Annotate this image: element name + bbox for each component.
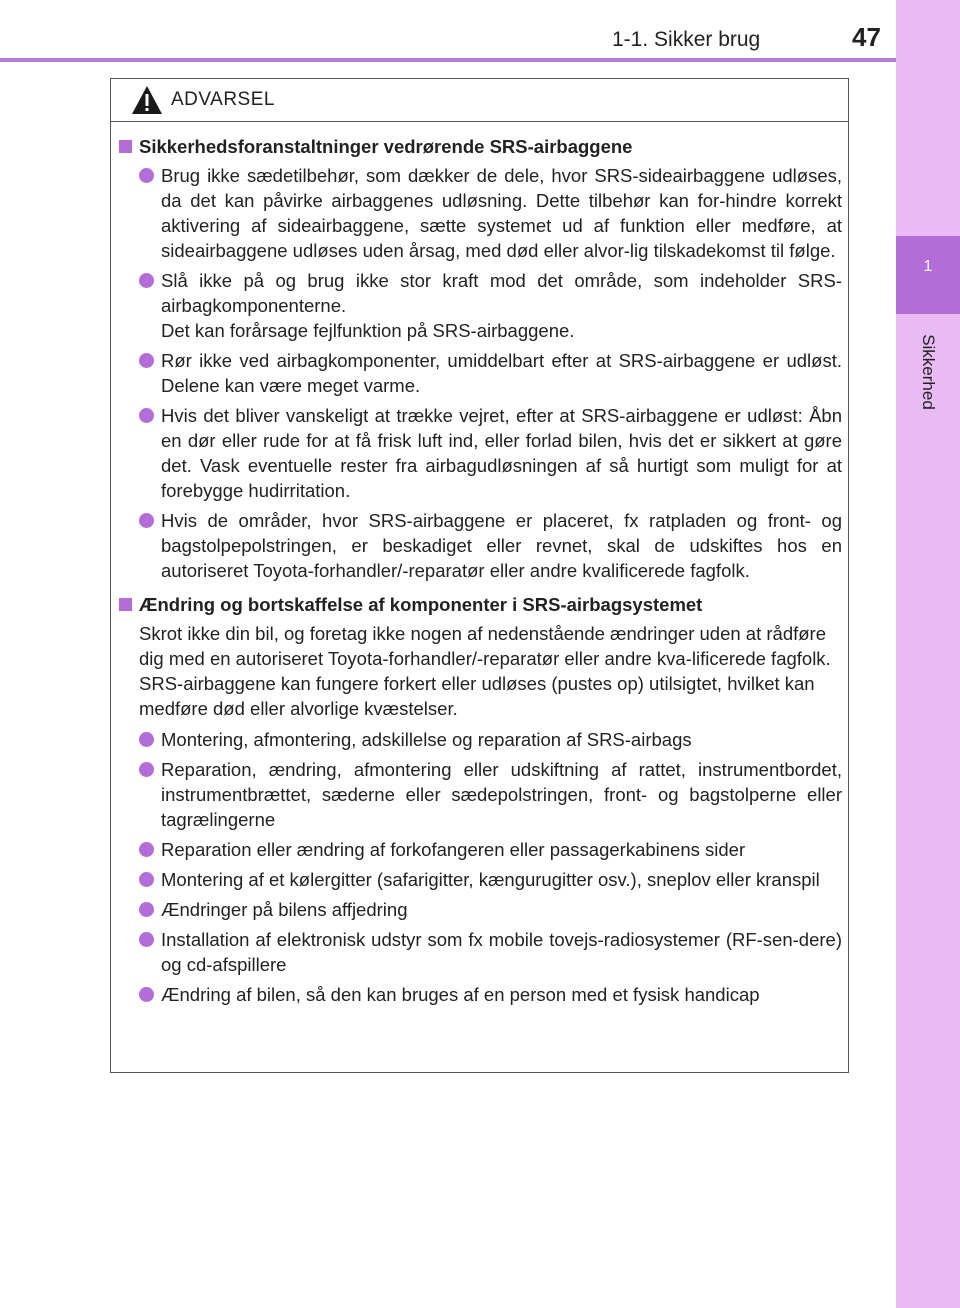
list-item: Rør ikke ved airbagkomponenter, umiddelbart efter at SRS-airbaggene er udløst. Delene kan være meget varme. — [139, 348, 842, 398]
circle-bullet-icon — [139, 762, 154, 777]
circle-bullet-icon — [139, 408, 154, 423]
section-heading: Ændring og bortskaffelse af komponenter i SRS-airbagsystemet — [119, 592, 842, 617]
list-item: Hvis de områder, hvor SRS-airbaggene er placeret, fx ratpladen og front- og bagstolpepolstringen, er beskadiget eller revnet, skal de udskiftes hos en autoriseret Toyota-forhandler/-reparatør eller andre kvalificerede fagfolk. — [139, 508, 842, 583]
warning-box — [110, 78, 849, 1073]
warning-triangle-icon — [131, 85, 163, 115]
circle-bullet-icon — [139, 987, 154, 1002]
list-item: Brug ikke sædetilbehør, som dækker de dele, hvor SRS-sideairbaggene udløses, da det kan påvirke airbaggenes udløsning. Dette tilbehør kan for-hindre korrekt aktivering af sideairbaggene, sætte systemet ud af funktion eller medføre, at sideairbaggene udløses uden årsag, med død eller alvor-lig tilskadekomst til følge. — [139, 163, 842, 263]
list-item: Ændringer på bilens affjedring — [139, 897, 842, 922]
list-item: Montering af et kølergitter (safarigitter, kængurugitter osv.), sneplov eller kranspil — [139, 867, 842, 892]
circle-bullet-icon — [139, 872, 154, 887]
header-rule — [0, 58, 896, 62]
circle-bullet-icon — [139, 273, 154, 288]
section-title: 1-1. Sikker brug — [612, 28, 761, 51]
side-tab-number: 1 — [923, 258, 933, 275]
list-item: Montering, afmontering, adskillelse og reparation af SRS-airbags — [139, 727, 842, 752]
side-tab-label: Sikkerhed — [919, 334, 938, 410]
page-number: 47 — [852, 22, 881, 52]
section-heading: Sikkerhedsforanstaltninger vedrørende SRS-airbaggene — [119, 134, 842, 159]
warning-header — [111, 79, 848, 122]
section-intro: Skrot ikke din bil, og foretag ikke nogen af nedenstående ændringer uden at rådføre dig med en autoriseret Toyota-forhandler/-reparatør eller andre kva-lificerede fagfolk. SRS-airbaggene kan fungere forkert eller udløses (pustes op) utilsigtet, hvilket kan medføre død eller alvorlige kvæstelser. — [139, 623, 831, 719]
list-item: Reparation, ændring, afmontering eller udskiftning af rattet, instrumentbordet, instrumentbrættet, sæderne eller sædepolstringen, front- og bagstolperne eller tagrælingerne — [139, 757, 842, 832]
list-item: Hvis det bliver vanskeligt at trække vejret, efter at SRS-airbaggene er udløst: Åbn en dør eller rude for at få frisk luft ind, eller forlad bilen, hvis det er sikkert at gøre det. Vask eventuelle rester fra airbagudløsningen af så hurtigt som muligt for at forebygge hudirritation. — [139, 403, 842, 503]
list-item: Installation af elektronisk udstyr som fx mobile tovejs-radiosystemer (RF-sen-dere) og cd-afspillere — [139, 927, 842, 977]
square-bullet-icon — [119, 140, 132, 153]
warning-title: ADVARSEL — [171, 89, 275, 110]
circle-bullet-icon — [139, 732, 154, 747]
circle-bullet-icon — [139, 513, 154, 528]
circle-bullet-icon — [139, 932, 154, 947]
square-bullet-icon — [119, 598, 132, 611]
circle-bullet-icon — [139, 353, 154, 368]
circle-bullet-icon — [139, 842, 154, 857]
warning-content — [119, 134, 842, 1012]
list-item: Slå ikke på og brug ikke stor kraft mod det område, som indeholder SRS-airbagkomponenterne. Det kan forårsage fejlfunktion på SRS-airbaggene. — [139, 268, 842, 343]
circle-bullet-icon — [139, 168, 154, 183]
circle-bullet-icon — [139, 902, 154, 917]
list-item: Ændring af bilen, så den kan bruges af en person med et fysisk handicap — [139, 982, 842, 1007]
list-item: Reparation eller ændring af forkofangeren eller passagerkabinens sider — [139, 837, 842, 862]
side-tab — [896, 0, 960, 1308]
